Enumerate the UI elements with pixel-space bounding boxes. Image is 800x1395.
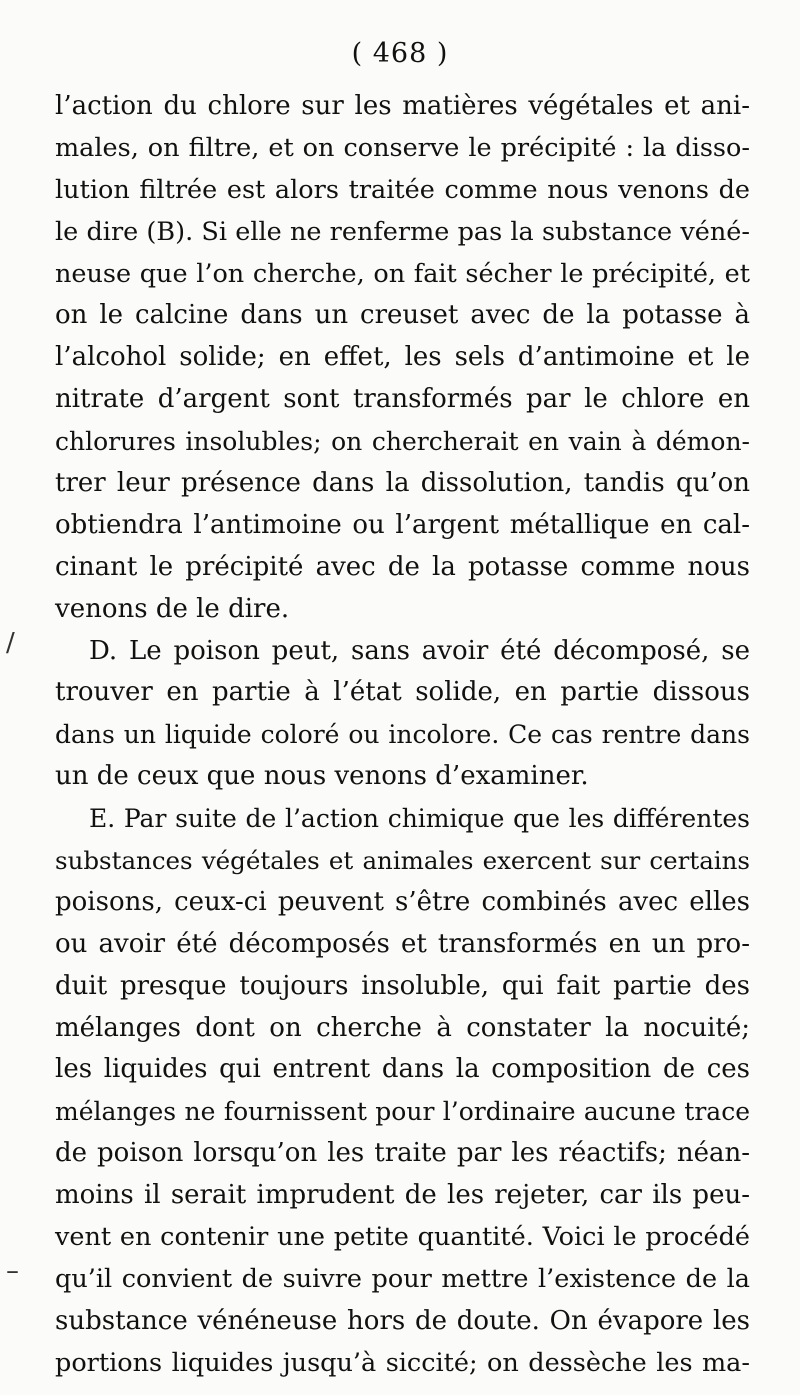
body-text [55, 86, 750, 1385]
text-line: l’action du chlore sur les matières végétales et ani- [55, 91, 750, 121]
text-line: de poison lorsqu’on les traite par les réactifs; néan- [55, 1138, 750, 1169]
text-line: poisons, ceux-ci peuvent s’être combinés avec elles [55, 886, 750, 917]
text-line: l’alcohol solide; en effet, les sels d’antimoine et le [55, 342, 750, 373]
text-line: les liquides qui entrent dans la composition de ces [55, 1054, 750, 1085]
text-line: duit presque toujours insoluble, qui fait partie des [55, 970, 750, 1001]
text-line: mélanges dont on cherche à constater la nocuité; [55, 1012, 750, 1043]
text-line: substances végétales et animales exercent sur certains [55, 846, 750, 876]
text-line: trer leur présence dans la dissolution, tandis qu’on [55, 468, 750, 499]
text-line: trouver en partie à l’état solide, en partie dissous [55, 677, 750, 708]
text-line: lution filtrée est alors traitée comme nous venons de [55, 174, 750, 205]
paragraph-e-start: E. Par suite de l’action chimique que les différentes [89, 804, 750, 834]
text-line: substance vénéneuse hors de doute. On évapore les [55, 1305, 750, 1336]
text-line: dans un liquide coloré ou incolore. Ce cas rentre dans [55, 720, 750, 750]
margin-mark-left: / [6, 628, 15, 658]
text-line: mélanges ne fournissent pour l’ordinaire aucune trace [55, 1097, 750, 1127]
margin-mark-left: – [6, 1256, 19, 1286]
text-line: portions liquides jusqu’à siccité; on dessèche les ma- [55, 1347, 750, 1378]
text-line: obtiendra l’antimoine ou l’argent métallique en cal- [55, 509, 750, 540]
paragraph-d-start: D. Le poison peut, sans avoir été décomposé, se [89, 635, 750, 666]
text-line: cinant le précipité avec de la potasse comme nous [55, 551, 750, 582]
text-line: males, on filtre, et on conserve le précipité : la disso- [55, 132, 750, 163]
text-line: nitrate d’argent sont transformés par le chlore en [55, 384, 750, 415]
text-line: moins il serait imprudent de les rejeter, car ils peu- [55, 1180, 750, 1211]
text-line: le dire (B). Si elle ne renferme pas la substance véné- [55, 216, 750, 247]
text-line: vent en contenir une petite quantité. Voici le procédé [55, 1222, 750, 1253]
page-number: ( 468 ) [351, 38, 449, 69]
text-line: un de ceux que nous venons d’examiner. [55, 761, 589, 792]
text-line: qu’il convient de suivre pour mettre l’existence de la [55, 1263, 750, 1294]
text-line: venons de le dire. [55, 593, 290, 624]
text-line: neuse que l’on cherche, on fait sécher le précipité, et [55, 258, 750, 289]
text-line: ou avoir été décomposés et transformés en un pro- [55, 928, 750, 959]
text-line: on le calcine dans un creuset avec de la potasse à [55, 300, 750, 331]
text-line: chlorures insolubles; on chercherait en vain à démon- [55, 427, 750, 457]
